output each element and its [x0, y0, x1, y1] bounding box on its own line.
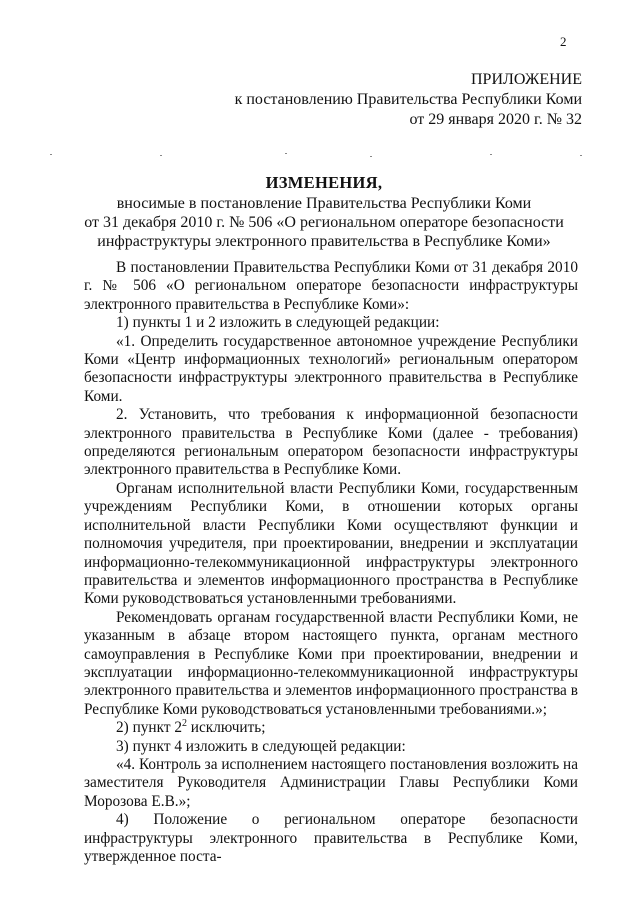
appendix-line-1: к постановлению Правительства Республики Коми	[234, 91, 582, 108]
paragraph-7-suffix: исключить;	[186, 719, 266, 737]
paragraph-1: В постановлении Правительства Республики Коми от 31 декабря 2010 г. № 506 «О региональном операторе безопасности инфраструктуры электронного правительства в Республике Коми»:	[84, 259, 578, 313]
title-line-2: от 31 декабря 2010 г. № 506 «О региональном операторе безопасности	[84, 214, 564, 231]
changes-title-block	[60, 173, 588, 251]
title-line-3: инфраструктуры электронного правительства в Республике Коми»	[97, 233, 551, 250]
paragraph-5: Органам исполнительной власти Республики Коми, государственным учреждениям Республики Коми, в отношении которых органы исполнительной власти Республики Коми осуществляют функции и полномочия учредителя, при проектировании, внедрении и эксплуатации информационно-телекоммуникационной инфраструктуры электронного правительства и элементов информационного пространства в Республике Коми руководствоваться установленными требованиями.	[84, 479, 578, 608]
title-line-1: вносимые в постановление Правительства Республики Коми	[116, 195, 532, 212]
paragraph-7-superscript: 2	[181, 718, 187, 730]
changes-heading: ИЗМЕНЕНИЯ,	[265, 173, 383, 192]
paragraph-7	[84, 719, 578, 737]
page-number: 2	[560, 34, 567, 49]
appendix-line-2: от 29 января 2020 г. № 32	[409, 111, 582, 128]
paragraph-4: 2. Установить, что требования к информационной безопасности электронного правительства в Республике Коми (далее - требования) определяются региональным оператором безопасности инфраструктуры электронного правительства в Республике Коми.	[84, 406, 578, 479]
paragraph-8: 3) пункт 4 изложить в следующей редакции:	[116, 737, 406, 755]
paragraph-9: «4. Контроль за исполнением настоящего постановления возложить на заместителя Руководителя Администрации Главы Республики Коми Морозова Е.В.»;	[84, 755, 578, 810]
scan-speckles	[40, 152, 600, 158]
paragraph-2: 1) пункты 1 и 2 изложить в следующей редакции:	[116, 314, 440, 332]
paragraph-6: Рекомендовать органам государственной власти Республики Коми, не указанным в абзаце втором настоящего пункта, органам местного самоуправления в Республике Коми при проектировании, внедрении и эксплуатации информационно-телекоммуникационной инфраструктуры электронного правительства и элементов информационного пространства в Республике Коми руководствоваться установленными требованиями.»;	[84, 608, 578, 718]
paragraph-7-prefix: 2) пункт 2	[116, 719, 182, 737]
paragraph-10: 4) Положение о региональном операторе безопасности инфраструктуры электронного правительства в Республике Коми, утвержденное поста-	[84, 811, 578, 865]
appendix-block	[235, 70, 582, 130]
appendix-title: ПРИЛОЖЕНИЕ	[470, 71, 582, 88]
document-body	[84, 259, 578, 866]
paragraph-3: «1. Определить государственное автономное учреждение Республики Коми «Центр информационных технологий» региональным оператором безопасности инфраструктуры электронного правительства в Республике Коми.	[84, 332, 578, 405]
